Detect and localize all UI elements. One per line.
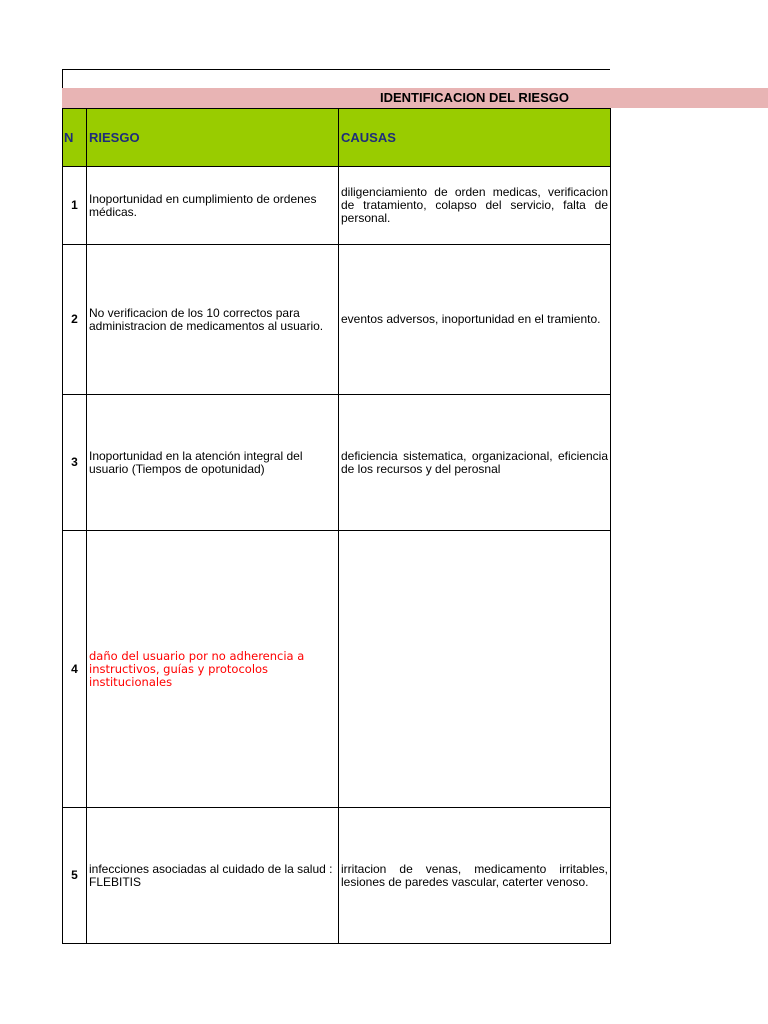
row-number: 5 [63, 808, 87, 944]
row-riesgo: infecciones asociadas al cuidado de la salud : FLEBITIS [87, 808, 339, 944]
row-riesgo: Inoportunidad en la atención integral del usuario (Tiempos de opotunidad) [87, 395, 339, 531]
row-number: 1 [63, 167, 87, 245]
header-causas: CAUSAS [339, 109, 611, 167]
table-row [63, 245, 611, 395]
row-causas: irritacion de venas, medicamento irritables, lesiones de paredes vascular, caterter venoso. [339, 808, 611, 944]
table-row [63, 531, 611, 808]
table-row [63, 167, 611, 245]
row-causas: diligenciamiento de orden medicas, verificacion de tratamiento, colapso del servicio, falta de personal. [339, 167, 611, 245]
table-row [63, 395, 611, 531]
row-number: 2 [63, 245, 87, 395]
row-causas: eventos adversos, inoportunidad en el tramiento. [339, 245, 611, 395]
risk-table [62, 108, 611, 944]
sheet-left-border [62, 69, 63, 88]
row-causas [339, 531, 611, 808]
row-causas: deficiencia sistematica, organizacional, eficiencia de los recursos y del perosnal [339, 395, 611, 531]
row-riesgo: daño del usuario por no adherencia a instructivos, guías y protocolos institucionales [87, 531, 339, 808]
row-riesgo: Inoportunidad en cumplimiento de ordenes médicas. [87, 167, 339, 245]
row-riesgo: No verificacion de los 10 correctos para administracion de medicamentos al usuario. [87, 245, 339, 395]
section-title: IDENTIFICACION DEL RIESGO [380, 90, 569, 105]
row-number: 4 [63, 531, 87, 808]
row-number: 3 [63, 395, 87, 531]
header-n: N [63, 109, 87, 167]
table-header-row [63, 109, 611, 167]
table-row [63, 808, 611, 944]
header-riesgo: RIESGO [87, 109, 339, 167]
sheet-top-border [62, 69, 610, 70]
